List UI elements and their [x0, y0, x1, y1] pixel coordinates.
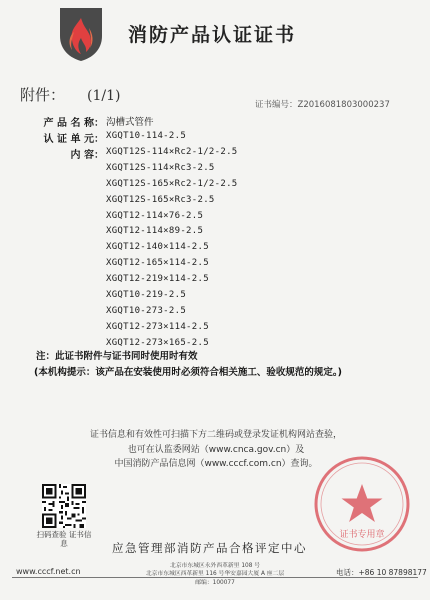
footer-website[interactable]: www.cccf.net.cn [16, 567, 81, 576]
contents-item: XGQT10-273-2.5 [106, 305, 187, 316]
page-title: 消防产品认证证书 [128, 24, 297, 46]
contents-item: XGQT12-273×114-2.5 [106, 321, 209, 332]
flame-shield-logo-icon [56, 6, 106, 62]
contents-item: XGQT12S-114×Rc2-1/2-2.5 [106, 147, 238, 157]
contents-item: XGQT12S-165×Rc2-1/2-2.5 [106, 178, 238, 189]
contents-label: 内 容： [70, 150, 104, 161]
qr-code-icon[interactable] [42, 484, 86, 528]
cert-unit-label: 认 证 单 元： [43, 134, 104, 145]
institution-notice: (本机构提示：该产品在安装使用时必须符合相关施工、验收规范的规定。) [34, 367, 342, 378]
cert-unit-field [43, 130, 187, 145]
info-line-1: 证书信息和有效性可扫描下方二维码或登录发证机构网站查验， [89, 430, 342, 440]
contents-item: XGQT12S-165×Rc3-2.5 [106, 194, 215, 205]
postcode: 邮编：100077 [195, 579, 235, 586]
cert-unit-value: XGQT10-114-2.5 [106, 131, 187, 141]
contents-item: XGQT12S-114×Rc3-2.5 [106, 162, 215, 173]
attachment-note: 注：此证书附件与证书同时使用时有效 [36, 351, 198, 362]
contents-item: XGQT12-140×114-2.5 [106, 242, 209, 253]
product-name-field [43, 114, 154, 129]
info-line-2: 也可在认监委网站（www.cnca.gov.cn）及 [127, 444, 305, 455]
address-line-1: 北京市东城区永外西革新里 108 号 [169, 563, 261, 569]
contents-item: XGQT12-114×89-2.5 [106, 226, 204, 237]
issuing-authority: 应急管理部消防产品合格评定中心 [112, 541, 307, 555]
footer-phone: 电话：+86 10 87898177 [336, 568, 427, 577]
contents-item: XGQT12-114×76-2.5 [106, 210, 204, 221]
attachment-label: 附件： [20, 86, 66, 104]
footer-address [90, 562, 340, 587]
contents-section [70, 146, 238, 353]
contents-list [106, 146, 238, 353]
attachment-line [20, 84, 120, 105]
certificate-number: 证书编号：Z2016081803000237 [255, 100, 390, 110]
contents-item: XGQT10-219-2.5 [106, 290, 187, 301]
contents-item: XGQT12-165×114-2.5 [106, 258, 209, 269]
seal-text: 证书专用章 [339, 530, 385, 540]
contents-item: XGQT12-219×114-2.5 [106, 274, 209, 285]
info-line-3: 中国消防产品信息网（www.cccf.com.cn）查询。 [114, 459, 318, 469]
attachment-value: (1/1) [87, 88, 121, 104]
qr-label: 扫码查验 证书信息 [36, 530, 92, 548]
product-name-value: 沟槽式管件 [106, 117, 154, 128]
address-line-2: 北京市东城区西革新里 116 号华安嘉园大厦 A 座二层 [145, 571, 285, 578]
contents-item: XGQT12-273×165-2.5 [106, 337, 209, 348]
product-name-label: 产 品 名 称： [43, 118, 104, 129]
official-seal-stamp [312, 454, 412, 554]
